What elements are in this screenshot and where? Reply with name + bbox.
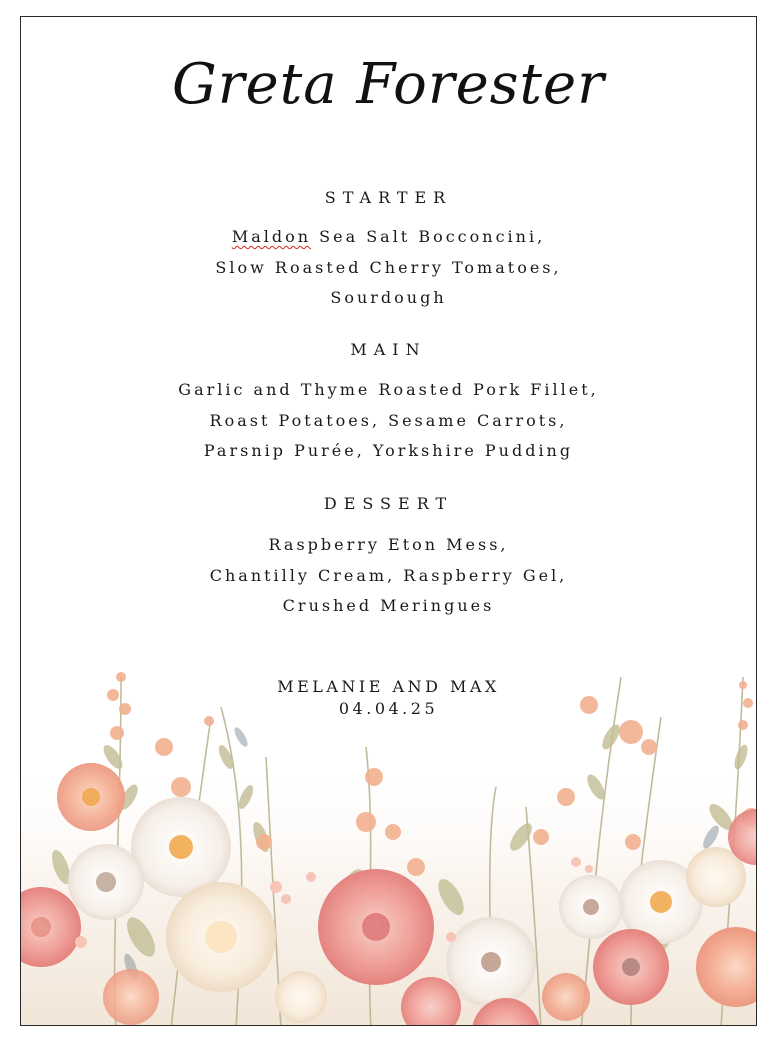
starter-line-3: Sourdough <box>330 288 447 307</box>
menu-card <box>20 16 757 1026</box>
main-course <box>21 375 756 467</box>
couple-names: MELANIE AND MAX <box>277 677 500 696</box>
starter-line-2: Slow Roasted Cherry Tomatoes, <box>215 257 562 277</box>
event-date: 04.04.25 <box>338 699 439 718</box>
dessert-line-2: Chantilly Cream, Raspberry Gel, <box>209 565 568 585</box>
starter-line-1-rest: Sea Salt Bocconcini, <box>311 227 546 246</box>
starter-course <box>21 222 756 314</box>
guest-name: Greta Forester <box>172 52 605 117</box>
dessert-course <box>21 530 756 622</box>
main-line-1: Garlic and Thyme Roasted Pork Fillet, <box>178 380 599 399</box>
spellcheck-word: Maldon <box>231 227 312 246</box>
starter-heading: STARTER <box>324 188 453 207</box>
main-line-3: Parsnip Purée, Yorkshire Pudding <box>203 441 574 460</box>
dessert-line-3: Crushed Meringues <box>282 596 495 615</box>
dessert-line-1: Raspberry Eton Mess, <box>268 535 509 554</box>
main-line-2: Roast Potatoes, Sesame Carrots, <box>209 410 568 430</box>
dessert-heading: DESSERT <box>323 494 454 513</box>
starter-line-1 <box>21 222 756 253</box>
main-heading: MAIN <box>350 340 427 359</box>
